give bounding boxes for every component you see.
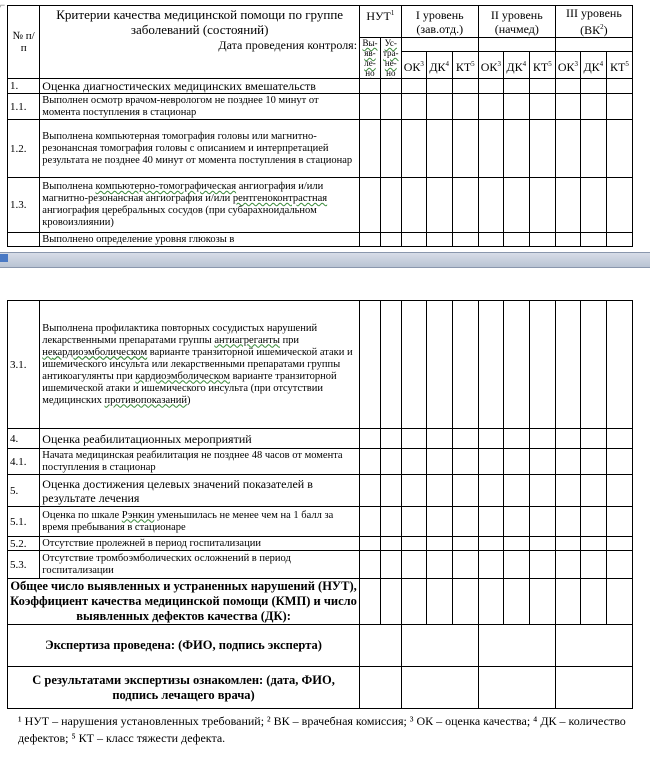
grid-cell[interactable] xyxy=(555,429,580,449)
grid-cell[interactable] xyxy=(360,507,381,537)
summary-total-row: Общее число выявленных и устраненных нарушений (НУТ), Коэффициент качества медицинской помощи (КМП) и число выявленных дефектов качества (ДК): xyxy=(8,579,360,625)
grid-cell[interactable] xyxy=(606,429,632,449)
level1-spacer xyxy=(401,38,478,52)
grid-cell[interactable] xyxy=(452,94,478,120)
table-row xyxy=(8,178,633,233)
grid-cell[interactable] xyxy=(580,79,606,94)
grid-cell[interactable] xyxy=(529,79,555,94)
criterion-text: Начата медицинская реабилитация не позднее 48 часов от момента поступления в стационар xyxy=(40,449,360,475)
criterion-text: Выполнено определение уровня глюкозы в xyxy=(40,233,360,247)
grid-cell[interactable] xyxy=(452,178,478,233)
grid-cell[interactable] xyxy=(555,475,580,507)
row-number: 1.3. xyxy=(8,178,40,233)
criteria-table-top xyxy=(7,5,633,247)
grid-cell[interactable] xyxy=(555,120,580,178)
grid-cell[interactable] xyxy=(380,449,401,475)
table-row xyxy=(8,475,633,507)
grid-cell[interactable] xyxy=(401,79,426,94)
grid-cell[interactable] xyxy=(503,475,529,507)
grid-cell[interactable] xyxy=(426,507,452,537)
grid-cell[interactable] xyxy=(401,551,426,579)
grid-cell[interactable] xyxy=(380,94,401,120)
grid-cell[interactable] xyxy=(426,120,452,178)
grid-cell[interactable] xyxy=(401,94,426,120)
grid-cell[interactable] xyxy=(452,233,478,247)
table-row xyxy=(8,449,633,475)
level2-header: II уровень (начмед) xyxy=(478,6,555,38)
level3-header: III уровень $(ВК^2)$ xyxy=(555,6,632,38)
grid-cell[interactable] xyxy=(380,178,401,233)
num-header: № п/п xyxy=(8,6,40,79)
ok-header: $ОК^3$ xyxy=(401,52,426,79)
table-row xyxy=(8,537,633,551)
control-date-label: Дата проведения контроля: xyxy=(40,38,360,79)
grid-cell[interactable] xyxy=(401,507,426,537)
grid-cell[interactable] xyxy=(529,449,555,475)
grid-cell[interactable] xyxy=(529,301,555,429)
grid-cell[interactable] xyxy=(503,507,529,537)
grid-cell[interactable] xyxy=(606,475,632,507)
grid-cell[interactable] xyxy=(580,537,606,551)
grid-cell[interactable] xyxy=(452,301,478,429)
level3-spacer xyxy=(555,38,632,52)
grid-cell[interactable] xyxy=(360,475,381,507)
dk-header: $ДК^4$ xyxy=(426,52,452,79)
grid-cell[interactable] xyxy=(580,429,606,449)
grid-cell[interactable] xyxy=(360,233,381,247)
grid-cell[interactable] xyxy=(580,507,606,537)
grid-cell[interactable] xyxy=(580,301,606,429)
grid-cell[interactable] xyxy=(401,449,426,475)
grid-cell[interactable] xyxy=(401,537,426,551)
expert-signature-row: Экспертиза проведена: (ФИО, подпись эксперта) xyxy=(8,625,360,667)
grid-cell[interactable] xyxy=(478,120,503,178)
grid-cell[interactable] xyxy=(580,94,606,120)
detected-header: Вы-яв-ле-но xyxy=(360,38,381,79)
grid-cell[interactable] xyxy=(606,449,632,475)
grid-cell[interactable] xyxy=(401,475,426,507)
fixed-header: Ус-тра-не-но xyxy=(380,38,401,79)
grid-cell[interactable] xyxy=(580,233,606,247)
grid-cell[interactable] xyxy=(478,429,503,449)
criterion-text: Выполнена компьютерная томография головы или магнитно-резонансная томография головы с описанием и интерпретацией результата не позднее 40 минут от момента поступления в стационар xyxy=(40,120,360,178)
grid-cell[interactable] xyxy=(529,429,555,449)
row-number: 1.1. xyxy=(8,94,40,120)
grid-cell[interactable] xyxy=(360,429,381,449)
grid-cell[interactable] xyxy=(360,301,381,429)
doctor-signature-row: С результатами экспертизы ознакомлен: (дата, ФИО, подпись лечащего врача) xyxy=(8,667,360,709)
grid-cell[interactable] xyxy=(555,301,580,429)
grid-cell[interactable] xyxy=(529,475,555,507)
grid-cell[interactable] xyxy=(606,507,632,537)
grid-cell[interactable] xyxy=(426,178,452,233)
grid-cell[interactable] xyxy=(426,551,452,579)
grid-cell[interactable] xyxy=(503,79,529,94)
row-number: 1. xyxy=(8,79,40,94)
grid-cell[interactable] xyxy=(478,551,503,579)
grid-cell[interactable] xyxy=(380,507,401,537)
grid-cell[interactable] xyxy=(478,449,503,475)
grid-cell[interactable] xyxy=(401,233,426,247)
criteria-title: Критерии качества медицинской помощи по группе заболеваний (состояний) xyxy=(40,6,360,38)
grid-cell[interactable] xyxy=(478,475,503,507)
row-number: 4.1. xyxy=(8,449,40,475)
row-number: 5. xyxy=(8,475,40,507)
grid-cell[interactable] xyxy=(606,537,632,551)
grid-cell[interactable] xyxy=(452,551,478,579)
table-row xyxy=(8,507,633,537)
nut-header: НУТ$^1$ xyxy=(360,6,402,38)
grid-cell[interactable] xyxy=(580,178,606,233)
row-number: 5.1. xyxy=(8,507,40,537)
grid-cell[interactable] xyxy=(503,537,529,551)
kt-header: $КТ^5$ xyxy=(452,52,478,79)
criterion-text: Отсутствие пролежней в период госпитализации xyxy=(40,537,360,551)
page-break-marker xyxy=(0,254,8,262)
criterion-text: Оценка по шкале Рэнкин уменьшилась не менее чем на 1 балл за время пребывания в стационаре xyxy=(40,507,360,537)
row-number: 5.2. xyxy=(8,537,40,551)
grid-cell[interactable] xyxy=(452,429,478,449)
grid-cell[interactable] xyxy=(503,301,529,429)
ok-header: $ОК^3$ xyxy=(478,52,503,79)
grid-cell[interactable] xyxy=(452,475,478,507)
grid-cell[interactable] xyxy=(380,429,401,449)
grid-cell[interactable] xyxy=(478,507,503,537)
criterion-text: Выполнен осмотр врачом-неврологом не позднее 10 минут от момента поступления в стационар xyxy=(40,94,360,120)
grid-cell[interactable] xyxy=(503,449,529,475)
table-row xyxy=(8,429,633,449)
grid-cell[interactable] xyxy=(452,507,478,537)
grid-cell[interactable] xyxy=(360,449,381,475)
grid-cell[interactable] xyxy=(478,233,503,247)
grid-cell[interactable] xyxy=(360,79,381,94)
grid-cell[interactable] xyxy=(380,120,401,178)
grid-cell[interactable] xyxy=(426,475,452,507)
grid-cell[interactable] xyxy=(360,537,381,551)
grid-cell[interactable] xyxy=(478,537,503,551)
table-row xyxy=(8,301,633,429)
grid-cell[interactable] xyxy=(606,551,632,579)
grid-cell[interactable] xyxy=(478,301,503,429)
criterion-text: Отсутствие тромбоэмболических осложнений в период госпитализации xyxy=(40,551,360,579)
grid-cell[interactable] xyxy=(529,537,555,551)
table-row xyxy=(8,233,633,247)
row-number: 1.2. xyxy=(8,120,40,178)
criterion-text: Выполнена компьютерно-томографическая ангиография и/или магнитно-резонансная ангиография и/или рентгеноконтрастная ангиография церебральных сосудов (при субарахноидальном кровоизлиянии) xyxy=(40,178,360,233)
grid-cell[interactable] xyxy=(426,94,452,120)
grid-cell[interactable] xyxy=(380,233,401,247)
grid-cell[interactable] xyxy=(452,537,478,551)
grid-cell[interactable] xyxy=(426,233,452,247)
row-number: 3.1. xyxy=(8,301,40,429)
grid-cell[interactable] xyxy=(580,120,606,178)
grid-cell[interactable] xyxy=(529,507,555,537)
criteria-table-bottom xyxy=(7,300,633,709)
level1-header: I уровень (зав.отд.) xyxy=(401,6,478,38)
table-row xyxy=(8,94,633,120)
grid-cell[interactable] xyxy=(478,178,503,233)
grid-cell[interactable] xyxy=(360,120,381,178)
grid-cell[interactable] xyxy=(360,551,381,579)
ok-header: $ОК^3$ xyxy=(555,52,580,79)
grid-cell[interactable] xyxy=(580,449,606,475)
grid-cell[interactable] xyxy=(452,120,478,178)
table-row xyxy=(8,551,633,579)
grid-cell[interactable] xyxy=(555,94,580,120)
grid-cell[interactable] xyxy=(555,551,580,579)
criterion-text: Выполнена профилактика повторных сосудистых нарушений лекарственными препаратами группы антиагреганты при некардиоэмболическом варианте транзиторной ишемической атаки и ишемического инсульта или лекарственными препаратами группы антикоагулянты при кардиоэмболическом варианте транзиторной ишемической атаки и ишемического инсульта (при отсутствии медицинских противопоказаний) xyxy=(40,301,360,429)
kt-header: $КТ^5$ xyxy=(606,52,632,79)
grid-cell[interactable] xyxy=(426,429,452,449)
grid-cell[interactable] xyxy=(555,79,580,94)
grid-cell[interactable] xyxy=(503,178,529,233)
row-number: 5.3. xyxy=(8,551,40,579)
grid-cell[interactable] xyxy=(606,178,632,233)
grid-cell[interactable] xyxy=(529,233,555,247)
grid-cell[interactable] xyxy=(360,178,381,233)
grid-cell[interactable] xyxy=(606,233,632,247)
grid-cell[interactable] xyxy=(380,79,401,94)
grid-cell[interactable] xyxy=(452,79,478,94)
grid-cell[interactable] xyxy=(555,507,580,537)
table-row xyxy=(8,120,633,178)
grid-cell[interactable] xyxy=(503,429,529,449)
grid-cell[interactable] xyxy=(360,94,381,120)
grid-cell[interactable] xyxy=(580,475,606,507)
grid-cell[interactable] xyxy=(401,178,426,233)
grid-cell[interactable] xyxy=(503,94,529,120)
grid-cell[interactable] xyxy=(401,120,426,178)
grid-cell[interactable] xyxy=(380,537,401,551)
grid-cell[interactable] xyxy=(426,79,452,94)
grid-cell[interactable] xyxy=(529,94,555,120)
grid-cell[interactable] xyxy=(529,120,555,178)
grid-cell[interactable] xyxy=(503,233,529,247)
grid-cell[interactable] xyxy=(555,537,580,551)
dk-header: $ДК^4$ xyxy=(503,52,529,79)
table-row xyxy=(8,79,633,94)
row-number: 4. xyxy=(8,429,40,449)
row-number xyxy=(8,233,40,247)
section-title: Оценка реабилитационных мероприятий xyxy=(40,429,360,449)
grid-cell[interactable] xyxy=(580,551,606,579)
grid-cell[interactable] xyxy=(503,120,529,178)
grid-cell[interactable] xyxy=(478,94,503,120)
grid-cell[interactable] xyxy=(478,79,503,94)
grid-cell[interactable] xyxy=(426,449,452,475)
grid-cell[interactable] xyxy=(452,449,478,475)
grid-cell[interactable] xyxy=(380,551,401,579)
grid-cell[interactable] xyxy=(380,301,401,429)
grid-cell[interactable] xyxy=(606,79,632,94)
grid-cell[interactable] xyxy=(503,551,529,579)
page-break-separator xyxy=(0,252,650,268)
section-title: Оценка диагностических медицинских вмешательств xyxy=(40,79,360,94)
section-title: Оценка достижения целевых значений показателей в результате лечения xyxy=(40,475,360,507)
grid-cell[interactable] xyxy=(606,120,632,178)
grid-cell[interactable] xyxy=(401,301,426,429)
dk-header: $ДК^4$ xyxy=(580,52,606,79)
grid-cell[interactable] xyxy=(380,475,401,507)
grid-cell[interactable] xyxy=(606,301,632,429)
level2-spacer xyxy=(478,38,555,52)
grid-cell[interactable] xyxy=(401,429,426,449)
kt-header: $КТ^5$ xyxy=(529,52,555,79)
grid-cell[interactable] xyxy=(426,301,452,429)
corner-mark: ⌐ xyxy=(0,0,6,10)
grid-cell[interactable] xyxy=(555,449,580,475)
grid-cell[interactable] xyxy=(555,178,580,233)
grid-cell[interactable] xyxy=(426,537,452,551)
grid-cell[interactable] xyxy=(555,233,580,247)
grid-cell[interactable] xyxy=(529,551,555,579)
grid-cell[interactable] xyxy=(529,178,555,233)
footnote: ¹ НУТ – нарушения установленных требований; ² ВК – врачебная комиссия; ³ ОК – оценка качества; ⁴ ДК – количество дефектов; ⁵ КТ – класс тяжести дефекта. xyxy=(18,714,626,745)
grid-cell[interactable] xyxy=(606,94,632,120)
